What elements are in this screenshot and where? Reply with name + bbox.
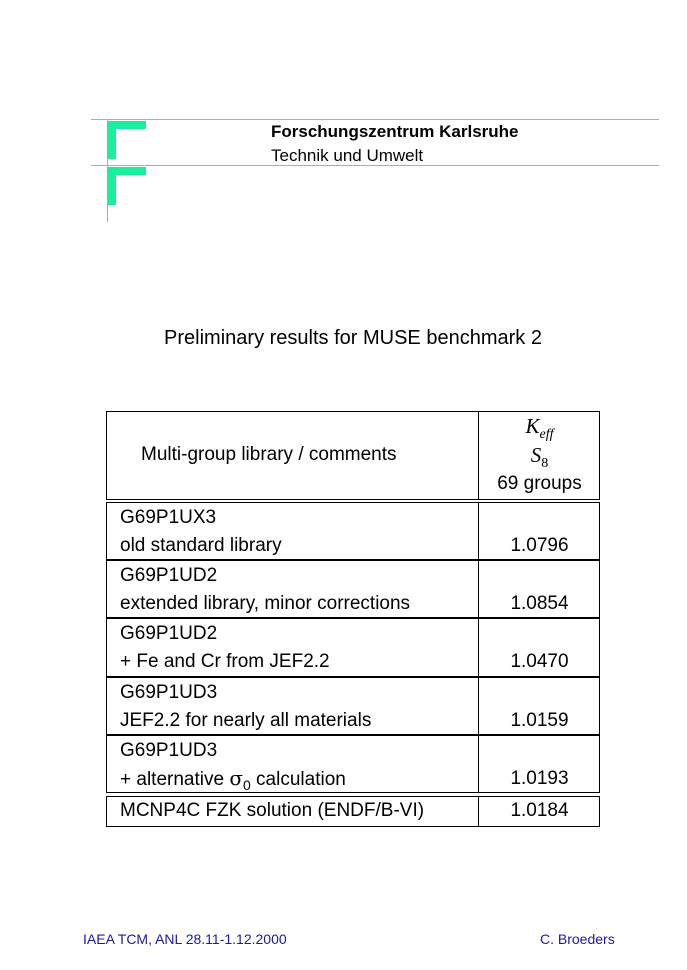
table-row	[106, 502, 600, 560]
row-keff-value: 1.0796	[510, 535, 569, 556]
row-comment: extended library, minor corrections	[120, 593, 411, 614]
org-name: Forschungszentrum Karlsruhe	[271, 122, 519, 141]
table-row	[106, 618, 600, 677]
org-subtitle: Technik und Umwelt	[271, 146, 424, 165]
logo-stem-lower	[107, 167, 116, 205]
row-comment: + alternative $\sigma_0$ calculation	[120, 766, 346, 793]
row-comment: + Fe and Cr from JEF2.2	[120, 651, 330, 672]
logo-stem-upper	[107, 121, 116, 159]
reference-value: 1.0184	[510, 800, 569, 821]
row-keff-value: 1.0193	[510, 768, 569, 789]
logo-rule-top	[91, 119, 659, 120]
row-comment: JEF2.2 for nearly all materials	[120, 710, 372, 731]
col-header-s8: $S_8$	[530, 443, 549, 472]
table-row	[106, 735, 600, 793]
row-library: G69P1UD2	[120, 565, 218, 586]
footer-author: C. Broeders	[540, 931, 615, 947]
row-library: G69P1UD2	[120, 623, 218, 644]
reference-label: MCNP4C FZK solution (ENDF/B-VI)	[120, 800, 425, 821]
table-row	[106, 560, 600, 618]
footer-conference: IAEA TCM, ANL 28.11-1.12.2000	[83, 931, 287, 947]
table-row	[106, 677, 600, 735]
col-header-keff: $K_{eff}$	[525, 414, 554, 443]
row-library: G69P1UD3	[120, 740, 218, 761]
row-keff-value: 1.0159	[510, 710, 569, 731]
reference-row	[106, 796, 600, 827]
table-header-row	[106, 411, 600, 500]
page-title: Preliminary results for MUSE benchmark 2	[164, 327, 542, 349]
row-comment: old standard library	[120, 535, 282, 556]
row-keff-value: 1.0854	[510, 593, 569, 614]
row-library: G69P1UD3	[120, 682, 218, 703]
row-keff-value: 1.0470	[510, 651, 569, 672]
col-header-library: Multi-group library / comments	[141, 444, 397, 465]
sigma-symbol: σ	[229, 766, 243, 790]
row-library: G69P1UX3	[120, 507, 217, 528]
col-header-groups: 69 groups	[497, 473, 582, 494]
